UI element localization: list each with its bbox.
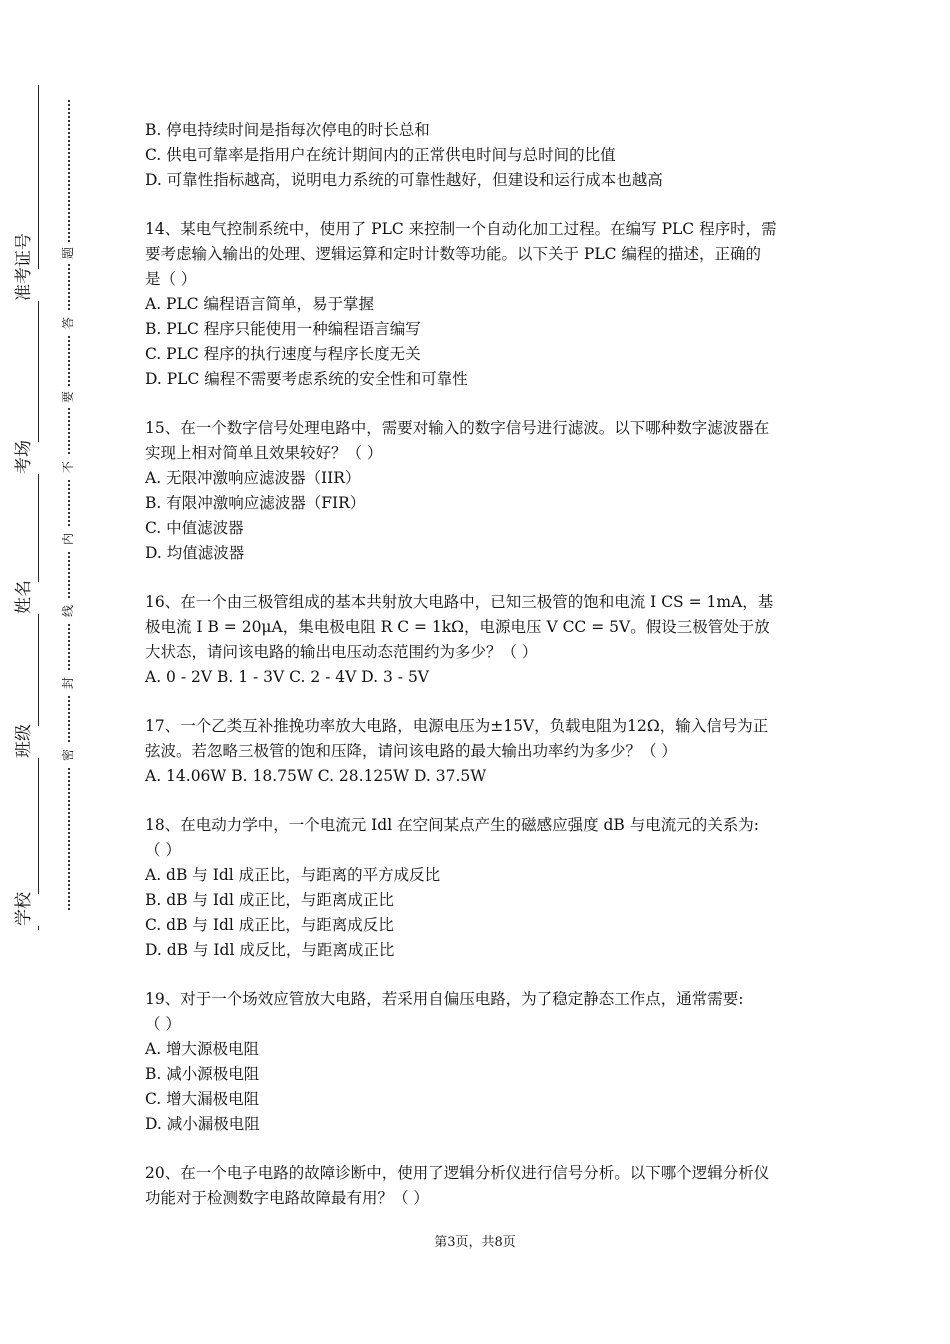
text-line: 大状态，请问该电路的输出电压动态范围约为多少？（ ）: [145, 643, 538, 661]
text-line: 极电流 I B = 20μA，集电极电阻 R C = 1kΩ，电源电压 V CC = 5V。假设三极管处于放: [145, 618, 770, 636]
text-line: D. 减小漏极电阻: [145, 1115, 260, 1133]
text-line: B. 减小源极电阻: [145, 1065, 260, 1083]
text-line: 19、对于一个场效应管放大电路，若采用自偏压电路，为了稳定静态工作点，通常需要:: [145, 990, 744, 1008]
binding-dotted-line: [68, 100, 70, 910]
text-line: 15、在一个数字信号处理电路中，需要对输入的数字信号进行滤波。以下哪种数字滤波器在: [145, 419, 770, 437]
text-line: A. 0 - 2V B. 1 - 3V C. 2 - 4V D. 3 - 5V: [145, 668, 429, 686]
text-line: 18、在电动力学中，一个电流元 Idl 在空间某点产生的磁感应强度 dB 与电流元的关系为:: [145, 816, 759, 834]
text-line: C. 增大漏极电阻: [145, 1090, 260, 1108]
text-line: B. dB 与 Idl 成正比，与距离成正比: [145, 891, 394, 909]
exam-room-label: 考场: [8, 442, 68, 474]
paragraph-gap: [145, 690, 820, 714]
seal-char: 题: [57, 242, 79, 264]
paragraph-gap: [145, 1137, 820, 1161]
paragraph-gap: [145, 193, 820, 217]
text-line: A. 14.06W B. 18.75W C. 28.125W D. 37.5W: [145, 767, 487, 785]
seal-char: 密: [57, 744, 79, 766]
text-line: C. PLC 程序的执行速度与程序长度无关: [145, 345, 421, 363]
text-line: B. 停电持续时间是指每次停电的时长总和: [145, 121, 430, 139]
school-label: 学校: [8, 894, 68, 926]
text-line: （ ）: [145, 841, 181, 859]
text-line: A. dB 与 Idl 成正比，与距离的平方成反比: [145, 866, 441, 884]
exam-number-label: 准考证号: [8, 269, 68, 301]
binding-margin: [0, 0, 95, 1344]
seal-char: 不: [57, 456, 79, 478]
seal-char: 线: [57, 600, 79, 622]
text-line: D. dB 与 Idl 成反比，与距离成正比: [145, 941, 395, 959]
binding-solid-line: [38, 85, 39, 930]
seal-char: 内: [57, 528, 79, 550]
paragraph-gap: [145, 789, 820, 813]
text-line: 16、在一个由三极管组成的基本共射放大电路中，已知三极管的饱和电流 I CS = 1mA，基: [145, 593, 774, 611]
seal-char: 封: [57, 672, 79, 694]
text-line: C. 中值滤波器: [145, 519, 244, 537]
paragraph-gap: [145, 566, 820, 590]
text-line: A. 无限冲激响应滤波器（IIR）: [145, 469, 361, 487]
text-line: D. 均值滤波器: [145, 544, 245, 562]
question-body: [145, 118, 820, 1211]
seal-char: 答: [57, 312, 79, 334]
text-line: C. 供电可靠率是指用户在统计期间内的正常供电时间与总时间的比值: [145, 146, 616, 164]
text-line: （ ）: [145, 1015, 181, 1033]
text-line: D. 可靠性指标越高，说明电力系统的可靠性越好，但建设和运行成本也越高: [145, 171, 663, 189]
page-footer: 第3页，共8页: [434, 1235, 516, 1250]
class-label: 班级: [8, 726, 68, 758]
text-line: 功能对于检测数字电路故障最有用？（ ）: [145, 1189, 429, 1207]
text-line: 是（ ）: [145, 270, 197, 288]
text-line: A. PLC 编程语言简单，易于掌握: [145, 295, 375, 313]
text-line: 14、某电气控制系统中，使用了 PLC 来控制一个自动化加工过程。在编写 PLC 程序时，需: [145, 220, 777, 238]
text-line: 20、在一个电子电路的故障诊断中，使用了逻辑分析仪进行信号分析。以下哪个逻辑分析仪: [145, 1164, 770, 1182]
text-line: 实现上相对简单且效果较好？（ ）: [145, 444, 383, 462]
text-line: B. PLC 程序只能使用一种编程语言编写: [145, 320, 421, 338]
text-line: 要考虑输入输出的处理、逻辑运算和定时计数等功能。以下关于 PLC 编程的描述，正确的: [145, 245, 761, 263]
seal-char: 要: [57, 386, 79, 408]
text-line: C. dB 与 Idl 成正比，与距离成反比: [145, 916, 394, 934]
paragraph-gap: [145, 392, 820, 416]
text-line: B. 有限冲激响应滤波器（FIR）: [145, 494, 366, 512]
text-line: A. 增大源极电阻: [145, 1040, 260, 1058]
name-label: 姓名: [8, 582, 68, 614]
paragraph-gap: [145, 963, 820, 987]
text-line: 弦波。若忽略三极管的饱和压降，请问该电路的最大输出功率约为多少？（ ）: [145, 742, 677, 760]
text-line: D. PLC 编程不需要考虑系统的安全性和可靠性: [145, 370, 468, 388]
text-line: 17、一个乙类互补推挽功率放大电路，电源电压为±15V，负载电阻为12Ω，输入信号为正: [145, 717, 769, 735]
